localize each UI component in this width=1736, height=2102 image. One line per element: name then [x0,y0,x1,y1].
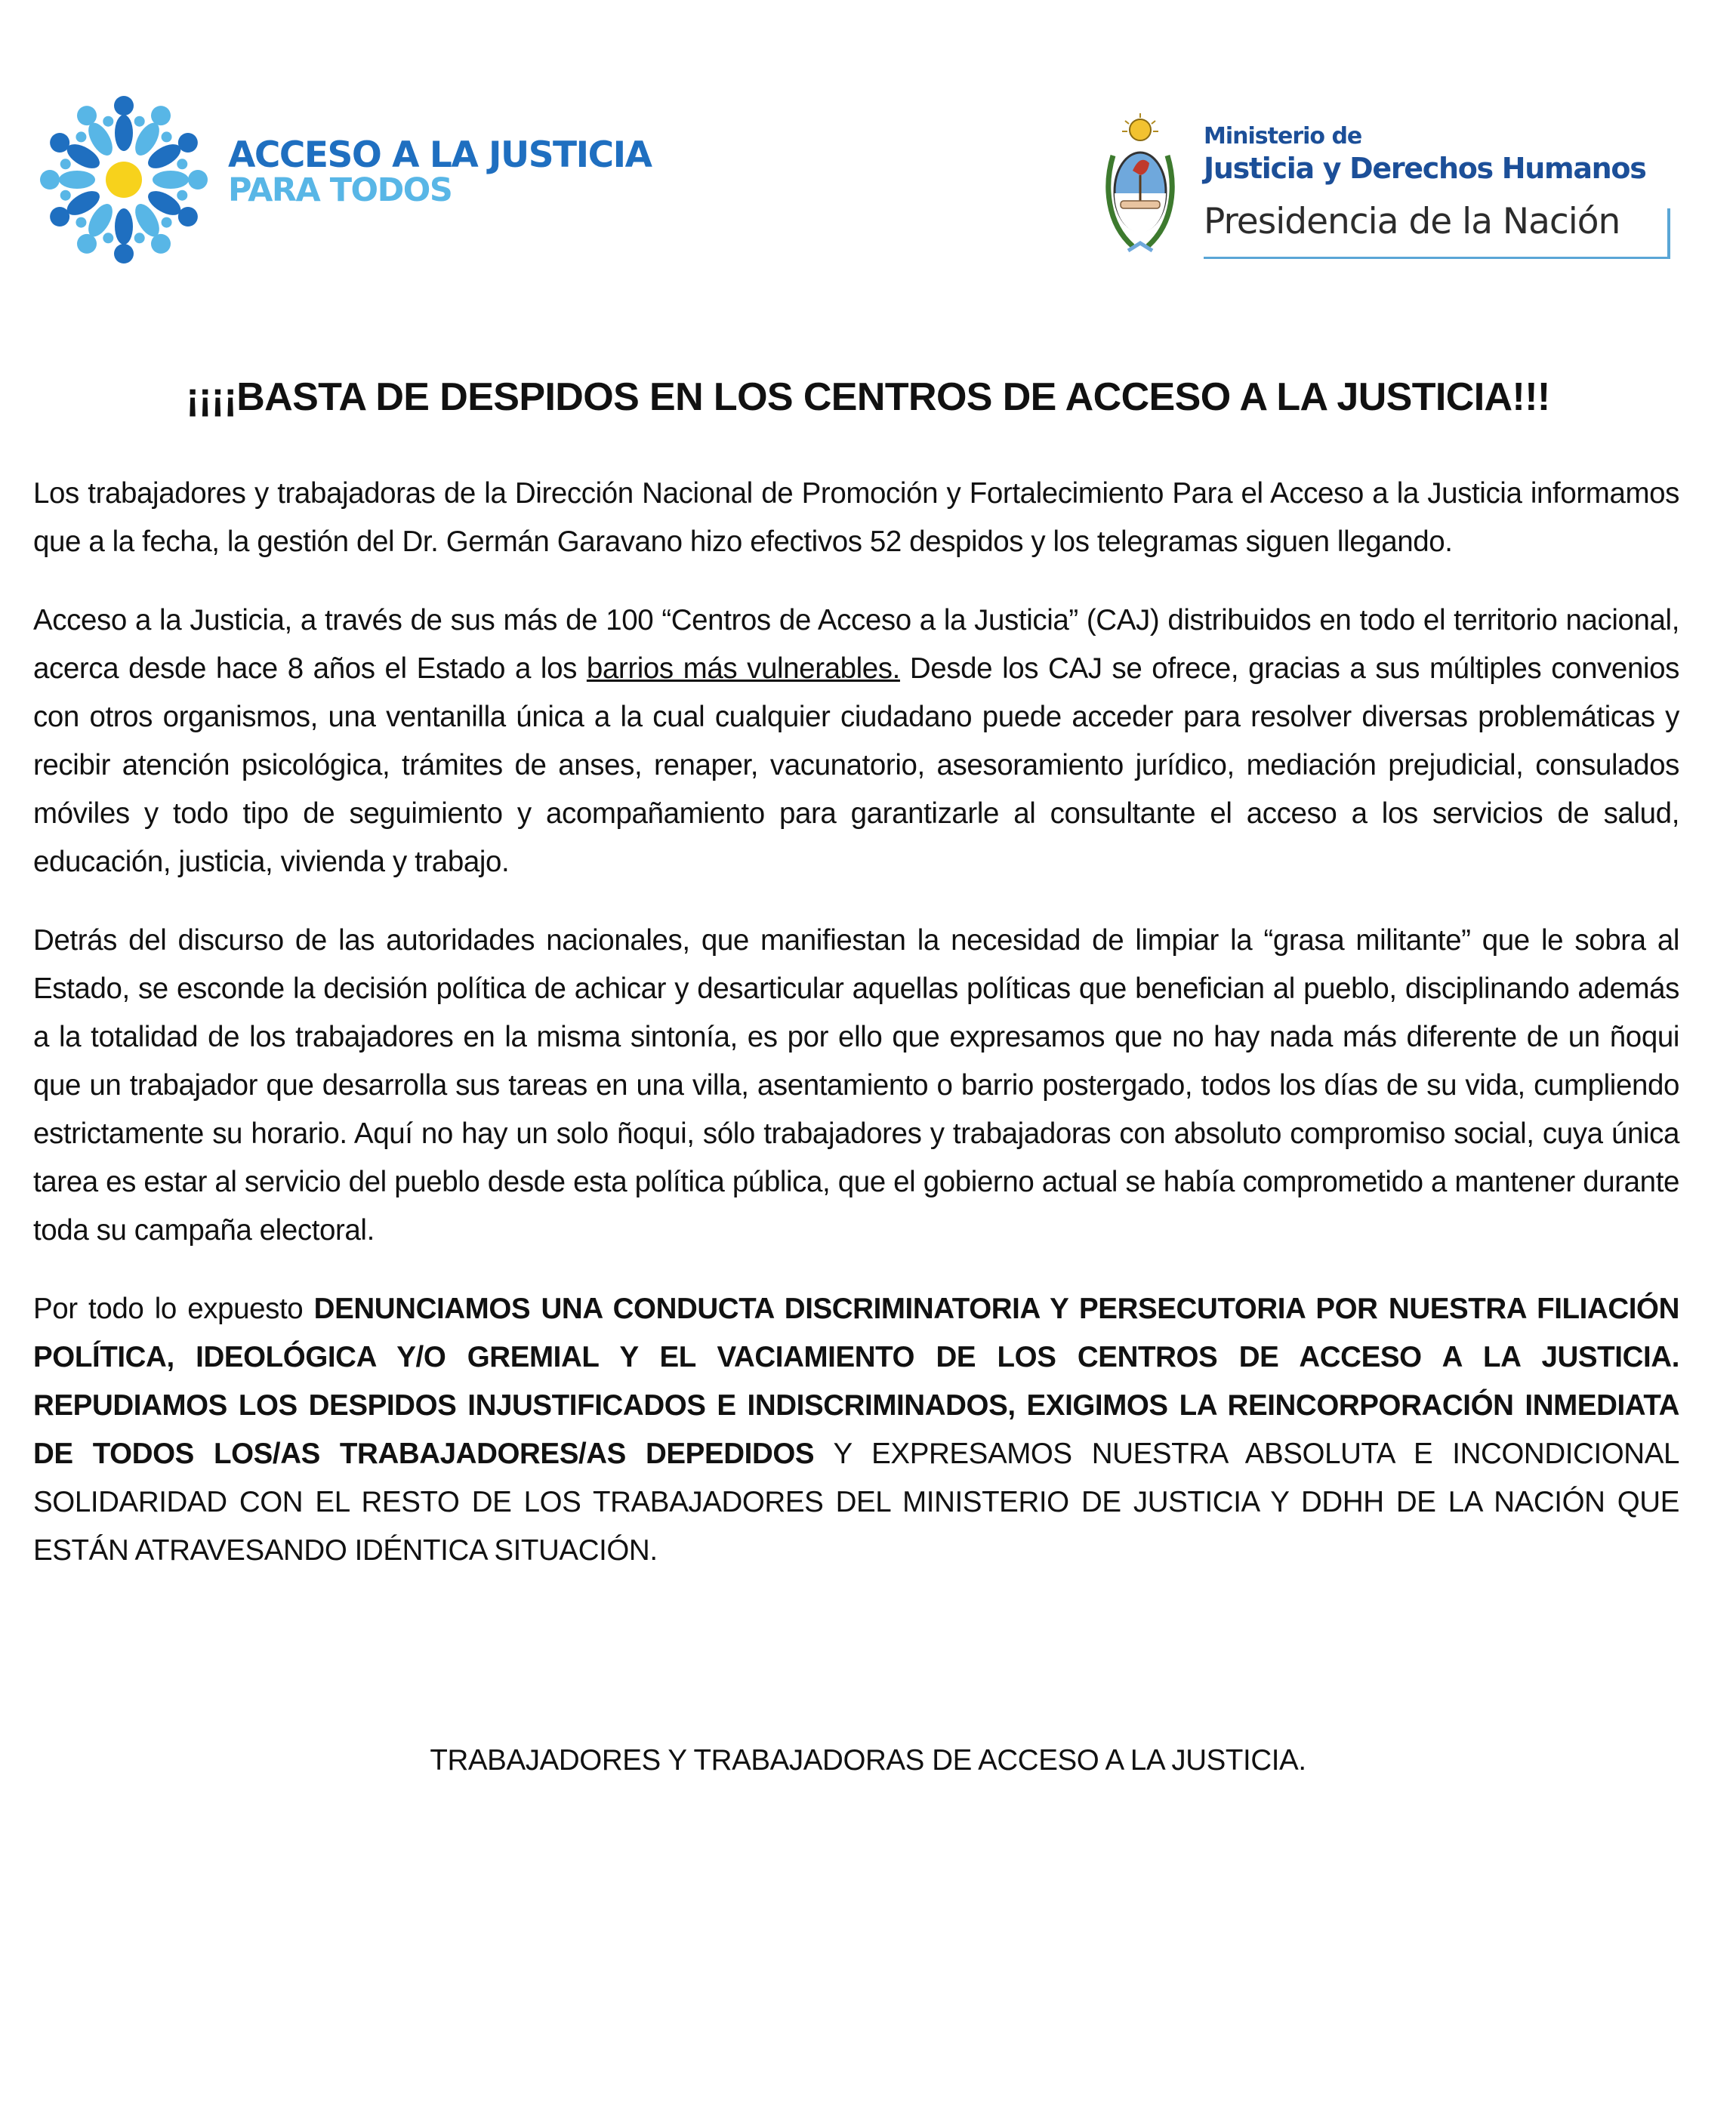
ministry-name [1204,125,1646,183]
ministry-line-1: Ministerio de [1204,123,1362,149]
paragraph-1: Los trabajadores y trabajadoras de la Dirección Nacional de Promoción y Fortalecimiento Para el Acceso a la Justicia informamos que a la fecha, la gestión del Dr. Germán Garavano hizo efectivos 52 despidos y los telegramas siguen llegando. [33,477,1679,558]
paragraph-4 [33,1285,1679,1575]
paragraph-3: Detrás del discurso de las autoridades nacionales, que manifiestan la necesidad de limpiar la “grasa militante” que le sobra al Estado, se esconde la decisión política de achicar y desarticular aquellas políticas que benefician al pueblo, disciplinando además a la totalidad de los trabajadores en la misma sintonía, es por ello que expresamos que no hay nada más diferente de un ñoqui que un trabajador que desarrolla sus tareas en una villa, asentamiento o barrio postergado, todos los días de su vida, cumpliendo estrictamente su horario. Aquí no hay un solo ñoqui, sólo trabajadores y trabajadoras con absoluto compromiso social, cuya única tarea es estar al servicio del pueblo desde esta política pública, que el gobierno actual se había comprometido a mantener durante toda su campaña electoral. [33,924,1679,1247]
paragraph-2-start: Acceso a la Justicia, a través de sus más de 100 “Centros de Acceso a la Justicia” (CAJ) distribuidos en todo el territorio nacional, acerca desde hace 8 años el Estado a los [33,604,1679,685]
document-title: ¡¡¡¡BASTA DE DESPIDOS EN LOS CENTROS DE ACCESO A LA JUSTICIA!!! [186,375,1550,419]
paragraph-4-rest: Y EXPRESAMOS NUESTRA ABSOLUTA E INCONDICIONAL SOLIDARIDAD CON EL RESTO DE LOS TRABAJADORES DEL MINISTERIO DE JUSTICIA Y DDHH DE LA NACIÓN QUE ESTÁN ATRAVESANDO IDÉNTICA SITUACIÓN. [33,1438,1679,1567]
brand-title: ACCESO A LA JUSTICIA [228,134,652,176]
acceso-justicia-logo [33,89,683,270]
coat-of-arms-icon [1102,110,1178,261]
flower-emblem-icon [33,89,214,270]
paragraph-2-end: Desde los CAJ se ofrece, gracias a sus múltiples convenios con otros organismos, una ventanilla única a la cual cualquier ciudadano puede acceder para resolver diversas problemáticas y recibir atención psicológica, trámites de anses, renaper, vacunatorio, asesoramiento jurídico, mediación prejudicial, consulados móviles y todo tipo de seguimiento y acompañamiento para garantizarle al consultante el acceso a los servicios de salud, educación, justicia, vivienda y trabajo. [33,652,1679,878]
brand-subtitle: PARA TODOS [228,171,452,209]
signature: TRABAJADORES Y TRABAJADORAS DE ACCESO A LA JUSTICIA. [430,1744,1306,1777]
logo-divider-vertical [1667,208,1670,257]
paragraph-4-bold: DENUNCIAMOS UNA CONDUCTA DISCRIMINATORIA Y PERSECUTORIA POR NUESTRA FILIACIÓN POLÍTICA, IDEOLÓGICA Y/O GREMIAL Y EL VACIAMIENTO DE LOS CENTROS DE ACCESO A LA JUSTICIA. REPUDIAMOS LOS DESPIDOS INJUSTIFICADOS E INDISCRIMINADOS, EXIGIMOS LA REINCORPORACIÓN INMEDIATA DE TODOS LOS/AS TRABAJADORES/AS DEPEDIDOS [33,1293,1680,1470]
logo-divider-horizontal [1204,257,1670,259]
ministerio-logo [1102,110,1676,269]
paragraph-2 [33,596,1679,886]
presidencia-text: Presidencia de la Nación [1204,201,1620,242]
brand-text [228,134,652,209]
ministry-line-2: Justicia y Derechos Humanos [1204,152,1646,185]
underlined-phrase: barrios más vulnerables. [586,652,900,685]
document-body [33,470,1679,1605]
paragraph-4-intro: Por todo lo expuesto [33,1293,314,1325]
